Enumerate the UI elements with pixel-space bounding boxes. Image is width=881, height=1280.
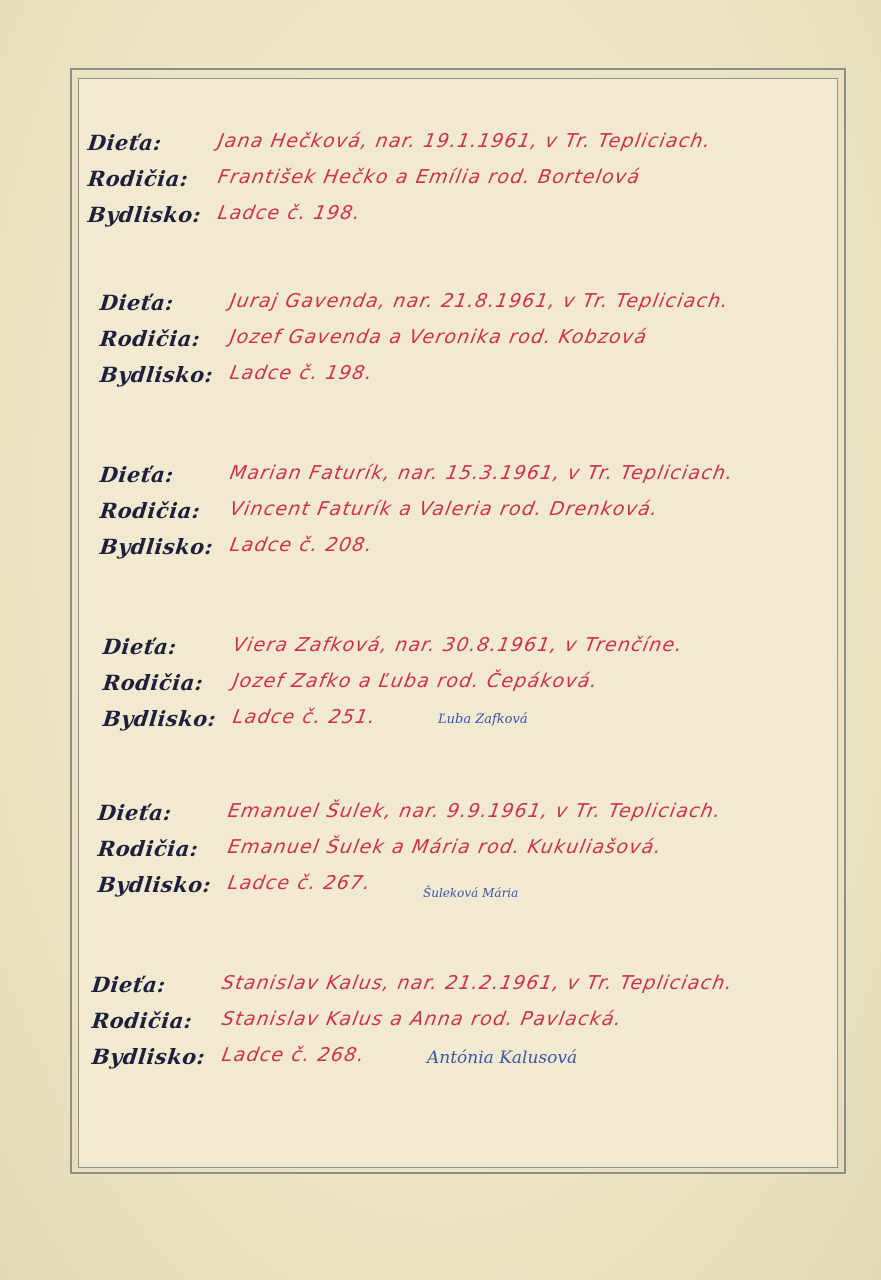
residence-label: Bydlisko: (98, 534, 215, 559)
handwritten-signature: Ľuba Zafková (438, 712, 528, 727)
parents-label: Rodičia: (98, 498, 202, 523)
parents-value: Jozef Gavenda a Veronika rod. Kobzová (228, 326, 650, 348)
residence-label: Bydlisko: (98, 362, 215, 387)
residence-value: Ladce č. 267. (226, 872, 373, 894)
parents-value: Stanislav Kalus a Anna rod. Pavlacká. (220, 1008, 625, 1030)
residence-value: Ladce č. 198. (228, 362, 375, 384)
child-value: Viera Zafková, nar. 30.8.1961, v Trenčíne. (231, 634, 685, 656)
birth-entry (100, 462, 820, 570)
residence-value: Ladce č. 251. (231, 706, 378, 728)
child-value: Jana Hečková, nar. 19.1.1961, v Tr. Tepliciach. (216, 130, 713, 152)
parents-label: Rodičia: (90, 1008, 194, 1033)
residence-value: Ladce č. 198. (216, 202, 363, 224)
parents-value: Emanuel Šulek a Mária rod. Kukuliašová. (226, 836, 664, 858)
handwritten-signature: Šuleková Mária (423, 886, 519, 900)
residence-label: Bydlisko: (90, 1044, 207, 1069)
parents-label: Rodičia: (98, 326, 202, 351)
child-label: Dieťa: (96, 800, 173, 825)
child-label: Dieťa: (98, 462, 175, 487)
handwritten-signature: Antónia Kalusová (427, 1048, 578, 1068)
child-label: Dieťa: (90, 972, 167, 997)
child-value: Juraj Gavenda, nar. 21.8.1961, v Tr. Tepliciach. (228, 290, 731, 312)
child-value: Marian Faturík, nar. 15.3.1961, v Tr. Tepliciach. (228, 462, 736, 484)
residence-value: Ladce č. 268. (220, 1044, 367, 1066)
child-value: Emanuel Šulek, nar. 9.9.1961, v Tr. Tepliciach. (226, 800, 724, 822)
birth-entry (92, 972, 812, 1080)
birth-entry (100, 290, 820, 398)
parents-label: Rodičia: (101, 670, 205, 695)
child-label: Dieťa: (101, 634, 178, 659)
child-value: Stanislav Kalus, nar. 21.2.1961, v Tr. Tepliciach. (220, 972, 735, 994)
parents-label: Rodičia: (86, 166, 190, 191)
birth-entry (103, 634, 823, 742)
residence-label: Bydlisko: (96, 872, 213, 897)
child-label: Dieťa: (98, 290, 175, 315)
parents-value: Vincent Faturík a Valeria rod. Drenková. (228, 498, 661, 520)
birth-entry (98, 800, 818, 908)
parents-value: Jozef Zafko a Ľuba rod. Čepáková. (231, 670, 601, 692)
residence-label: Bydlisko: (86, 202, 203, 227)
parents-label: Rodičia: (96, 836, 200, 861)
residence-label: Bydlisko: (101, 706, 218, 731)
parents-value: František Hečko a Emília rod. Bortelová (216, 166, 643, 188)
birth-entry (88, 130, 808, 238)
child-label: Dieťa: (86, 130, 163, 155)
residence-value: Ladce č. 208. (228, 534, 375, 556)
